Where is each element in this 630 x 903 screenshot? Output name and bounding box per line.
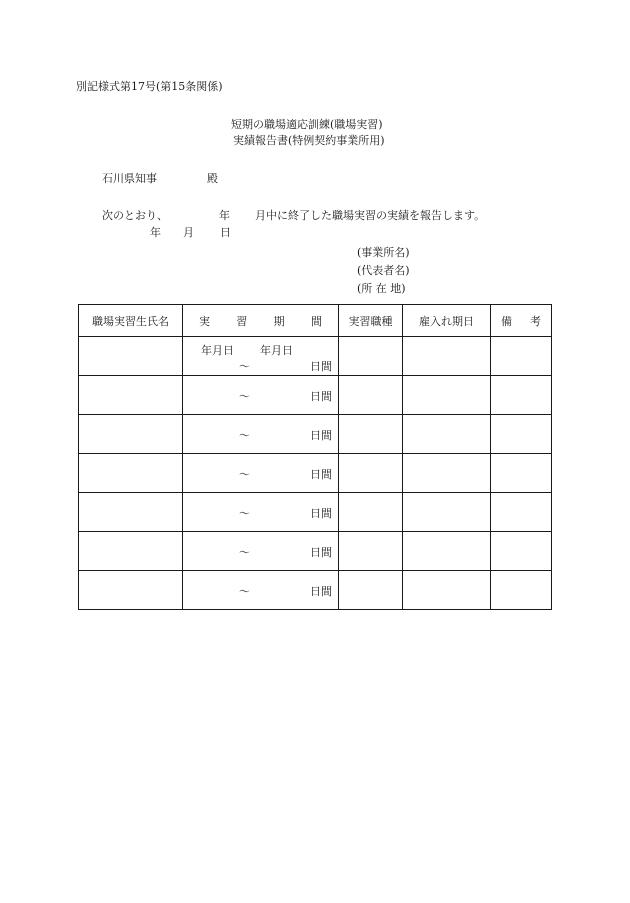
table-header-row bbox=[79, 305, 552, 337]
job-type-cell[interactable] bbox=[339, 415, 403, 454]
table-row bbox=[79, 337, 552, 376]
period-days-label: 日間 bbox=[310, 429, 332, 442]
date-year: 年 bbox=[150, 226, 161, 239]
period-cell[interactable] bbox=[183, 337, 339, 376]
period-tilde: 〜 bbox=[239, 360, 250, 373]
period-tilde: 〜 bbox=[239, 546, 250, 559]
period-cell[interactable] bbox=[183, 532, 339, 571]
period-tilde: 〜 bbox=[239, 585, 250, 598]
header-period-char: 期 bbox=[273, 314, 285, 328]
body-suffix: 月中に終了した職場実習の実績を報告します。 bbox=[255, 209, 486, 222]
period-tilde: 〜 bbox=[239, 390, 250, 403]
remarks-cell[interactable] bbox=[491, 571, 552, 610]
period-from-date: 年月日 bbox=[201, 344, 234, 357]
period-cell[interactable] bbox=[183, 376, 339, 415]
report-table bbox=[78, 304, 552, 610]
sender-representative: (代表者名) bbox=[357, 264, 410, 277]
period-days-label: 日間 bbox=[310, 546, 332, 559]
header-period bbox=[183, 305, 339, 337]
period-days-label: 日間 bbox=[310, 390, 332, 403]
table-row bbox=[79, 571, 552, 610]
header-remarks bbox=[491, 305, 552, 337]
body-prefix: 次のとおり、 bbox=[102, 209, 168, 222]
header-hire-date: 雇入れ期日 bbox=[403, 305, 491, 337]
remarks-cell[interactable] bbox=[491, 532, 552, 571]
date-month: 月 bbox=[183, 226, 194, 239]
job-type-cell[interactable] bbox=[339, 454, 403, 493]
period-days-label: 日間 bbox=[310, 360, 332, 373]
hire-date-cell[interactable] bbox=[403, 376, 491, 415]
trainee-name-cell[interactable] bbox=[79, 337, 183, 376]
table-row bbox=[79, 532, 552, 571]
honorific: 殿 bbox=[207, 172, 218, 185]
remarks-cell[interactable] bbox=[491, 454, 552, 493]
title-line-2: 実績報告書(特例契約事業所用) bbox=[233, 134, 385, 147]
period-cell[interactable] bbox=[183, 454, 339, 493]
period-days-label: 日間 bbox=[310, 585, 332, 598]
hire-date-cell[interactable] bbox=[403, 571, 491, 610]
trainee-name-cell[interactable] bbox=[79, 376, 183, 415]
period-tilde: 〜 bbox=[239, 507, 250, 520]
table-row bbox=[79, 415, 552, 454]
title-line-1: 短期の職場適応訓練(職場実習) bbox=[231, 118, 383, 131]
header-trainee-name: 職場実習生氏名 bbox=[79, 305, 183, 337]
body-year: 年 bbox=[219, 209, 230, 222]
remarks-cell[interactable] bbox=[491, 337, 552, 376]
remarks-cell[interactable] bbox=[491, 376, 552, 415]
period-days-label: 日間 bbox=[310, 468, 332, 481]
hire-date-cell[interactable] bbox=[403, 493, 491, 532]
trainee-name-cell[interactable] bbox=[79, 415, 183, 454]
header-remarks-char: 考 bbox=[530, 314, 541, 328]
hire-date-cell[interactable] bbox=[403, 337, 491, 376]
header-period-char: 間 bbox=[310, 314, 322, 328]
trainee-name-cell[interactable] bbox=[79, 532, 183, 571]
period-cell[interactable] bbox=[183, 571, 339, 610]
table-row bbox=[79, 493, 552, 532]
period-to-date: 年月日 bbox=[260, 344, 293, 357]
job-type-cell[interactable] bbox=[339, 532, 403, 571]
period-days-label: 日間 bbox=[310, 507, 332, 520]
trainee-name-cell[interactable] bbox=[79, 454, 183, 493]
sender-address: (所 在 地) bbox=[357, 282, 406, 295]
job-type-cell[interactable] bbox=[339, 376, 403, 415]
remarks-cell[interactable] bbox=[491, 415, 552, 454]
job-type-cell[interactable] bbox=[339, 571, 403, 610]
header-period-char: 習 bbox=[236, 314, 248, 328]
period-tilde: 〜 bbox=[239, 429, 250, 442]
period-cell[interactable] bbox=[183, 415, 339, 454]
period-tilde: 〜 bbox=[239, 468, 250, 481]
period-cell[interactable] bbox=[183, 493, 339, 532]
form-number: 別記様式第17号(第15条関係) bbox=[76, 80, 223, 93]
remarks-cell[interactable] bbox=[491, 493, 552, 532]
header-remarks-char: 備 bbox=[501, 314, 512, 328]
trainee-name-cell[interactable] bbox=[79, 571, 183, 610]
header-period-char: 実 bbox=[199, 314, 210, 328]
hire-date-cell[interactable] bbox=[403, 532, 491, 571]
table-row bbox=[79, 376, 552, 415]
job-type-cell[interactable] bbox=[339, 337, 403, 376]
sender-company: (事業所名) bbox=[357, 246, 410, 259]
header-job-type: 実習職種 bbox=[339, 305, 403, 337]
date-day: 日 bbox=[220, 226, 231, 239]
addressee: 石川県知事 bbox=[102, 172, 157, 185]
table-row bbox=[79, 454, 552, 493]
hire-date-cell[interactable] bbox=[403, 415, 491, 454]
trainee-name-cell[interactable] bbox=[79, 493, 183, 532]
hire-date-cell[interactable] bbox=[403, 454, 491, 493]
job-type-cell[interactable] bbox=[339, 493, 403, 532]
